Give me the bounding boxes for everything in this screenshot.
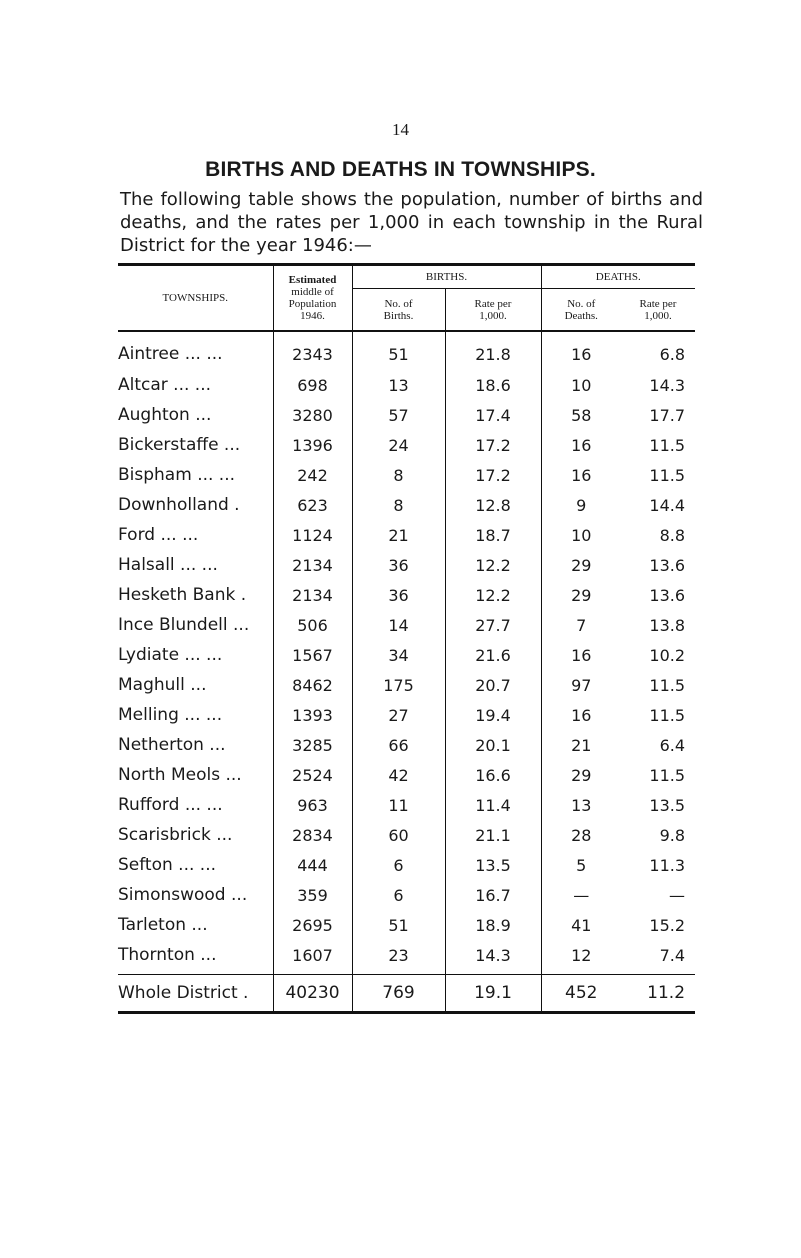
deaths-group-header: DEATHS. (541, 265, 695, 289)
births-cell: 42 (352, 760, 445, 790)
township-name: Lydiate ... ... (118, 645, 223, 665)
table-row (118, 610, 695, 640)
births-cell: 175 (352, 670, 445, 700)
table-row (118, 331, 695, 370)
death-rate-cell: 11.5 (649, 765, 686, 785)
table-row (118, 580, 695, 610)
township-name: Scarisbrick ... (118, 825, 233, 845)
birth-rate-cell: 13.5 (445, 850, 541, 880)
death-rate-cell: 10.2 (649, 645, 686, 665)
deaths-cell: 16 (541, 430, 621, 460)
deaths-cell: 10 (541, 370, 621, 400)
deaths-cell: 41 (541, 910, 621, 940)
table-row (118, 490, 695, 520)
table-row (118, 400, 695, 430)
death-rate-cell: 11.5 (649, 435, 686, 455)
death-rate-cell: 11.5 (649, 465, 686, 485)
population-cell: 506 (273, 610, 352, 640)
table-row (118, 790, 695, 820)
birth-rate-cell: 20.1 (445, 730, 541, 760)
township-name: Aughton ... (118, 405, 212, 425)
deaths-cell: 10 (541, 520, 621, 550)
table-row (118, 670, 695, 700)
township-name: Melling ... ... (118, 705, 223, 725)
births-cell: 57 (352, 400, 445, 430)
population-cell: 1393 (273, 700, 352, 730)
deaths-cell: 29 (541, 580, 621, 610)
population-cell: 1124 (273, 520, 352, 550)
deaths-cell: 21 (541, 730, 621, 760)
township-name: Thornton ... (118, 945, 217, 965)
births-cell: 66 (352, 730, 445, 760)
township-name: Ford ... ... (118, 525, 199, 545)
death-rate-cell: 14.4 (649, 495, 686, 515)
death-rate-cell: 13.8 (649, 615, 686, 635)
deaths-cell: 12 (541, 940, 621, 975)
births-cell: 23 (352, 940, 445, 975)
birth-rate-header: Rate per 1,000. (445, 289, 541, 332)
deaths-cell: 29 (541, 760, 621, 790)
population-cell: 1607 (273, 940, 352, 975)
death-rate-cell: 13.5 (649, 795, 686, 815)
births-cell: 51 (352, 910, 445, 940)
population-cell: 2834 (273, 820, 352, 850)
townships-header: TOWNSHIPS. (118, 265, 273, 332)
birth-rate-cell: 18.9 (445, 910, 541, 940)
table-row (118, 820, 695, 850)
death-rate-cell: 8.8 (659, 525, 686, 545)
births-cell: 6 (352, 850, 445, 880)
population-cell: 3285 (273, 730, 352, 760)
table-row (118, 730, 695, 760)
births-cell: 8 (352, 490, 445, 520)
births-cell: 11 (352, 790, 445, 820)
deaths-cell: 16 (541, 640, 621, 670)
death-rate-cell: 6.8 (659, 344, 686, 364)
birth-rate-cell: 18.7 (445, 520, 541, 550)
births-deaths-table (118, 263, 695, 1014)
population-header-rest: middle of Population 1946. (288, 286, 337, 322)
population-cell: 1567 (273, 640, 352, 670)
birth-rate-cell: 17.2 (445, 430, 541, 460)
death-rate-cell: 7.4 (659, 945, 686, 965)
township-name: Downholland . (118, 495, 240, 515)
intro-paragraph: The following table shows the population, number of births and deaths, and the rates per 1,000 in each township in the Rural District for the year 1946:— (120, 189, 703, 256)
total-birth-rate: 19.1 (445, 975, 541, 1013)
population-cell: 2524 (273, 760, 352, 790)
death-rate-cell: 9.8 (659, 825, 686, 845)
total-death-rate: 11.2 (621, 975, 695, 1013)
births-cell: 24 (352, 430, 445, 460)
total-deaths: 452 (541, 975, 621, 1013)
births-cell: 21 (352, 520, 445, 550)
table-row (118, 550, 695, 580)
death-rate-cell: 11.5 (649, 705, 686, 725)
township-name: Bickerstaffe ... (118, 435, 241, 455)
death-rate-cell: 13.6 (649, 585, 686, 605)
births-cell: 14 (352, 610, 445, 640)
table-row (118, 940, 695, 975)
births-cell: 36 (352, 580, 445, 610)
table-row (118, 700, 695, 730)
birth-rate-cell: 16.6 (445, 760, 541, 790)
population-cell: 359 (273, 880, 352, 910)
births-cell: 51 (352, 331, 445, 370)
birth-rate-cell: 12.8 (445, 490, 541, 520)
table-row (118, 460, 695, 490)
table-row (118, 910, 695, 940)
birth-rate-cell: 21.6 (445, 640, 541, 670)
population-cell: 3280 (273, 400, 352, 430)
table-row (118, 850, 695, 880)
birth-rate-cell: 21.8 (445, 331, 541, 370)
deaths-cell: 9 (541, 490, 621, 520)
table-row (118, 370, 695, 400)
birth-rate-cell: 14.3 (445, 940, 541, 975)
township-name: Aintree ... ... (118, 344, 223, 364)
birth-rate-cell: 27.7 (445, 610, 541, 640)
population-header-top: Estimated (288, 274, 337, 286)
population-cell: 2134 (273, 550, 352, 580)
births-cell: 60 (352, 820, 445, 850)
death-rate-cell: 14.3 (649, 375, 686, 395)
deaths-cell: 13 (541, 790, 621, 820)
township-name: Netherton ... (118, 735, 226, 755)
birth-rate-cell: 17.2 (445, 460, 541, 490)
death-rate-cell: — (669, 885, 686, 905)
table-row (118, 880, 695, 910)
birth-rate-cell: 11.4 (445, 790, 541, 820)
township-name: Halsall ... ... (118, 555, 218, 575)
deaths-cell: 16 (541, 700, 621, 730)
births-cell: 27 (352, 700, 445, 730)
death-rate-cell: 17.7 (649, 405, 686, 425)
township-name: Rufford ... ... (118, 795, 223, 815)
death-rate-cell: 13.6 (649, 555, 686, 575)
birth-rate-cell: 16.7 (445, 880, 541, 910)
births-cell: 6 (352, 880, 445, 910)
deaths-cell: 7 (541, 610, 621, 640)
deaths-cell: — (541, 880, 621, 910)
deaths-cell: 58 (541, 400, 621, 430)
death-rate-cell: 15.2 (649, 915, 686, 935)
population-cell: 2134 (273, 580, 352, 610)
deaths-cell: 97 (541, 670, 621, 700)
population-cell: 963 (273, 790, 352, 820)
population-cell: 8462 (273, 670, 352, 700)
population-cell: 1396 (273, 430, 352, 460)
total-births: 769 (352, 975, 445, 1013)
total-row (118, 975, 695, 1013)
deaths-cell: 16 (541, 460, 621, 490)
total-name: Whole District . (118, 975, 273, 1013)
township-name: Bispham ... ... (118, 465, 236, 485)
township-name: Altcar ... ... (118, 375, 212, 395)
births-cell: 36 (352, 550, 445, 580)
birth-rate-cell: 17.4 (445, 400, 541, 430)
population-cell: 2695 (273, 910, 352, 940)
table-row (118, 430, 695, 460)
deaths-cell: 28 (541, 820, 621, 850)
deaths-cell: 16 (541, 331, 621, 370)
page-title: BIRTHS AND DEATHS IN TOWNSHIPS. (205, 158, 596, 181)
township-name: Hesketh Bank . (118, 585, 247, 605)
total-population: 40230 (273, 975, 352, 1013)
births-cell: 8 (352, 460, 445, 490)
birth-rate-cell: 21.1 (445, 820, 541, 850)
birth-rate-cell: 19.4 (445, 700, 541, 730)
population-cell: 623 (273, 490, 352, 520)
population-header (273, 265, 352, 332)
page-number: 14 (392, 120, 409, 139)
deaths-cell: 5 (541, 850, 621, 880)
no-births-header: No. of Births. (352, 289, 445, 332)
births-cell: 34 (352, 640, 445, 670)
township-name: Maghull ... (118, 675, 207, 695)
death-rate-header: Rate per 1,000. (621, 289, 695, 332)
table-row (118, 520, 695, 550)
deaths-cell: 29 (541, 550, 621, 580)
no-deaths-header: No. of Deaths. (541, 289, 621, 332)
birth-rate-cell: 18.6 (445, 370, 541, 400)
population-cell: 444 (273, 850, 352, 880)
death-rate-cell: 11.3 (649, 855, 686, 875)
population-cell: 698 (273, 370, 352, 400)
birth-rate-cell: 12.2 (445, 580, 541, 610)
table-row (118, 640, 695, 670)
birth-rate-cell: 20.7 (445, 670, 541, 700)
births-cell: 13 (352, 370, 445, 400)
birth-rate-cell: 12.2 (445, 550, 541, 580)
table-row (118, 760, 695, 790)
township-name: Tarleton ... (118, 915, 208, 935)
population-cell: 2343 (273, 331, 352, 370)
death-rate-cell: 6.4 (659, 735, 686, 755)
township-name: Sefton ... ... (118, 855, 217, 875)
death-rate-cell: 11.5 (649, 675, 686, 695)
township-name: North Meols ... (118, 765, 242, 785)
births-group-header: BIRTHS. (352, 265, 541, 289)
population-cell: 242 (273, 460, 352, 490)
township-name: Ince Blundell ... (118, 615, 250, 635)
township-name: Simonswood ... (118, 885, 248, 905)
